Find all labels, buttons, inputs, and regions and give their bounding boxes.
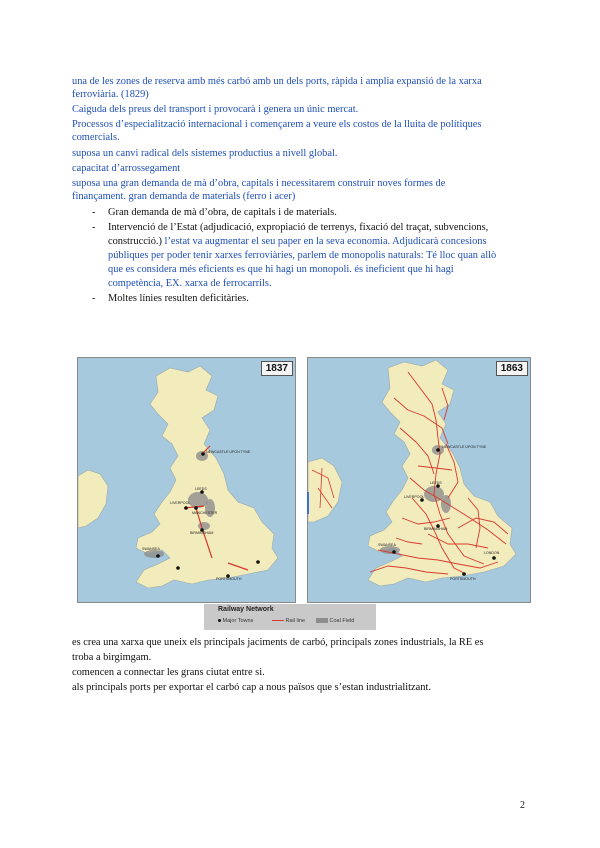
- bullet-text: Moltes línies resulten deficitàries.: [108, 293, 249, 304]
- map-1863-graphic: [308, 358, 530, 602]
- map-label: LEEDS: [195, 487, 207, 491]
- bullet-text: que es considera més eficients es que hi hagi un monopoli. és ineficient que hi hagi: [108, 264, 454, 275]
- coal-field-icon: [316, 618, 328, 623]
- bullet-marker: -: [92, 222, 96, 233]
- railway-map-1837: [77, 357, 296, 603]
- map-legend: [204, 604, 376, 630]
- map-label: LONDON: [484, 551, 500, 555]
- map-label: NEWCASTLE UPON TYNE: [206, 450, 251, 454]
- body-line: es crea una xarxa que uneix els principals jaciments de carbó, principals zones industrials, la RE es: [72, 637, 484, 648]
- map-label: LIVERPOOL: [404, 495, 425, 499]
- legend-coal-label: Coal Field: [329, 618, 355, 624]
- map-label: SWANSEA: [142, 547, 160, 551]
- bullet-marker: -: [92, 293, 96, 304]
- note-line: Processos d’especialització internacional i començarem a veure els costos de la lluita de polítiques: [72, 119, 482, 130]
- legend-towns-label: Major Towns: [222, 618, 254, 624]
- rail-line-icon: [272, 620, 284, 621]
- page-number: 2: [520, 800, 525, 811]
- bullet-text: Intervenció de l’Estat (adjudicació, expropiació de terrenys, fixació del traçat, subvencions,: [108, 222, 489, 233]
- map-label: BIRMINGHAM: [424, 527, 448, 531]
- legend-title: Railway Network: [218, 606, 274, 613]
- map-label: NEWCASTLE UPON TYNE: [442, 445, 487, 449]
- map-1837-graphic: [78, 358, 295, 602]
- bullet-text: Gran demanda de mà d’obra, de capitals i de materials.: [108, 207, 337, 218]
- body-line: troba a birgimgam.: [72, 652, 152, 663]
- note-line: capacitat d’arrossegament: [72, 163, 181, 174]
- railway-map-1863: [307, 357, 531, 603]
- note-line: finançament. gran demanda de materials (ferro i acer): [72, 191, 296, 202]
- bullet-text-mixed: [108, 235, 487, 248]
- legend-rail-label: Rail line: [285, 618, 306, 624]
- bullet-text-blue: l’estat va augmentar el seu paper en la seva economia. Adjudicarà concesions: [161, 236, 487, 247]
- note-line: Caiguda dels preus del transport i provocarà i genera un únic mercat.: [72, 104, 359, 115]
- body-line: als principals ports per exportar el carbó cap a nous països que s’estan industrialitzant.: [72, 682, 431, 693]
- map-label: LEEDS: [430, 481, 442, 485]
- bullet-text-black: construcció.): [108, 236, 162, 247]
- legend-towns: [218, 618, 253, 624]
- map-year-label: 1863: [496, 361, 528, 376]
- body-line: comencen a connectar les grans ciutat entre si.: [72, 667, 265, 678]
- note-line: ferroviària. (1829): [72, 89, 149, 100]
- map-label: PORTSMOUTH: [450, 577, 476, 581]
- map-year-label: 1837: [261, 361, 293, 376]
- bullet-text: competència, EX. xarxa de ferrocarrils.: [108, 278, 272, 289]
- legend-rail: [272, 618, 305, 624]
- town-dot-icon: [218, 619, 221, 622]
- map-label: SWANSEA: [378, 543, 396, 547]
- text-cursor: [307, 492, 309, 514]
- note-line: una de les zones de reserva amb més carbó amb un dels ports, ràpida i amplia expansió de la xarxa: [72, 76, 482, 87]
- map-label: MANCHESTER: [192, 511, 218, 515]
- note-line: suposa una gran demanda de mà d’obra, capitals i necessitarem construir noves formes de: [72, 178, 446, 189]
- legend-coal: [316, 618, 354, 624]
- bullet-marker: -: [92, 207, 96, 218]
- map-label: BIRMINGHAM: [190, 531, 214, 535]
- note-line: suposa un canvi radical dels sistemes productius a nivell global.: [72, 148, 338, 159]
- map-label: LIVERPOOL: [170, 501, 191, 505]
- bullet-text: públiques per poder tenir xarxes ferroviàries, parlem de monopolis naturals: Té lloc quan allò: [108, 250, 497, 261]
- note-line: comercials.: [72, 132, 120, 143]
- map-label: PORTSMOUTH: [216, 577, 242, 581]
